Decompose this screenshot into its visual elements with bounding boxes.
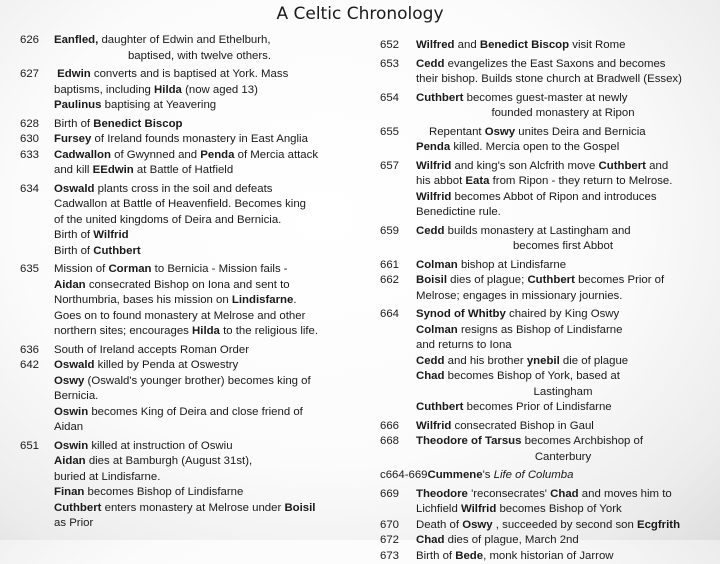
entry-year xyxy=(20,49,54,65)
entry-text: their bishop. Builds stone church at Bradwell (Essex) xyxy=(416,72,710,88)
entry-text: Chad dies of plague, March 2nd xyxy=(416,533,710,549)
entry-year: 672 xyxy=(380,533,416,549)
entry-text: of the united kingdoms of Deira and Bernicia. xyxy=(54,213,345,229)
chronology-entry xyxy=(380,273,710,289)
entry-year: 662 xyxy=(380,273,416,289)
entry-year: 652 xyxy=(380,38,416,54)
chronology-entry xyxy=(20,516,345,532)
chronology-entry xyxy=(380,205,710,221)
chronology-entry xyxy=(20,501,345,517)
chronology-entry xyxy=(380,258,710,274)
entry-text: Penda killed. Mercia open to the Gospel xyxy=(416,140,710,156)
entry-year xyxy=(380,239,416,255)
entry-year xyxy=(20,374,54,390)
entry-text: Synod of Whitby chaired by King Oswy xyxy=(416,307,710,323)
chronology-entry xyxy=(380,38,710,54)
entry-text: Oswald killed by Penda at Oswestry xyxy=(54,358,345,374)
entry-text: Lastingham xyxy=(416,385,710,401)
chronology-entry xyxy=(380,502,710,518)
chronology-entry xyxy=(20,117,345,133)
entry-year: 659 xyxy=(380,224,416,240)
entry-text: Paulinus baptising at Yeavering xyxy=(54,98,345,114)
entry-year: 655 xyxy=(380,125,416,141)
chronology-entry xyxy=(20,374,345,390)
entry-year xyxy=(20,501,54,517)
chronology-entry xyxy=(20,98,345,114)
entry-text: baptised, with twelve others. xyxy=(54,49,345,65)
chronology-entry xyxy=(380,354,710,370)
entry-text: Wilfrid and king's son Alcfrith move Cuthbert and xyxy=(416,159,710,175)
chronology-entry xyxy=(380,224,710,240)
entry-text: Colman resigns as Bishop of Lindisfarne xyxy=(416,323,710,339)
entry-text: Cadwallon at Battle of Heavenfield. Becomes king xyxy=(54,197,345,213)
chronology-entry xyxy=(380,106,710,122)
entry-year: 628 xyxy=(20,117,54,133)
entry-year: 661 xyxy=(380,258,416,274)
entry-year xyxy=(380,354,416,370)
chronology-entry xyxy=(20,213,345,229)
chronology-entry xyxy=(380,125,710,141)
chronology-entry xyxy=(20,33,345,49)
entry-year: 626 xyxy=(20,33,54,49)
entry-year xyxy=(380,72,416,88)
chronology-entry xyxy=(20,470,345,486)
chronology-entry xyxy=(20,132,345,148)
chronology-entry xyxy=(20,148,345,164)
entry-year xyxy=(20,163,54,179)
entry-text: Aidan dies at Bamburgh (August 31st), xyxy=(54,454,345,470)
chronology-entry xyxy=(20,454,345,470)
entry-year xyxy=(380,106,416,122)
entry-text: Boisil dies of plague; Cuthbert becomes Prior of xyxy=(416,273,710,289)
entry-year xyxy=(380,385,416,401)
entry-text: Aidan consecrated Bishop on Iona and sent to xyxy=(54,278,345,294)
entry-year: 666 xyxy=(380,419,416,435)
entry-text: Death of Oswy , succeeded by second son Ecgfrith xyxy=(416,518,710,534)
entry-text: and kill EEdwin at Battle of Hatfield xyxy=(54,163,345,179)
entry-year xyxy=(380,323,416,339)
entry-year: 670 xyxy=(380,518,416,534)
entry-year: 636 xyxy=(20,343,54,359)
entry-year: 627 xyxy=(20,67,54,83)
chronology-entry xyxy=(380,419,710,435)
entry-year: 634 xyxy=(20,182,54,198)
entry-text: Wilfrid consecrated Bishop in Gaul xyxy=(416,419,710,435)
chronology-entry xyxy=(20,244,345,260)
entry-text: Oswy (Oswald's younger brother) becomes king of xyxy=(54,374,345,390)
entry-year: 669 xyxy=(380,487,416,503)
entry-year xyxy=(380,338,416,354)
entry-year xyxy=(380,190,416,206)
entry-year xyxy=(20,485,54,501)
chronology-entry xyxy=(20,324,345,340)
entry-year xyxy=(20,516,54,532)
entry-year xyxy=(380,140,416,156)
chronology-entry xyxy=(380,307,710,323)
entry-text: Cedd evangelizes the East Saxons and becomes xyxy=(416,57,710,73)
chronology-entry xyxy=(380,174,710,190)
chronology-right-column xyxy=(380,38,710,564)
entry-year: 673 xyxy=(380,549,416,564)
entry-text: Cedd builds monastery at Lastingham and xyxy=(416,224,710,240)
entry-year xyxy=(20,389,54,405)
entry-text: Edwin converts and is baptised at York. Mass xyxy=(54,67,345,83)
entry-text: Bernicia. xyxy=(54,389,345,405)
page-title: A Celtic Chronology xyxy=(0,4,720,24)
chronology-entry xyxy=(380,533,710,549)
entry-text: Cuthbert becomes guest-master at newly xyxy=(416,91,710,107)
chronology-entry xyxy=(380,549,710,564)
entry-year: 653 xyxy=(380,57,416,73)
entry-year: 651 xyxy=(20,439,54,455)
entry-year: 642 xyxy=(20,358,54,374)
chronology-entry xyxy=(380,239,710,255)
chronology-entry xyxy=(20,278,345,294)
entry-year: 654 xyxy=(380,91,416,107)
chronology-left-column xyxy=(20,33,345,532)
entry-text: Cuthbert becomes Prior of Lindisfarne xyxy=(416,400,710,416)
entry-text: his abbot Eata from Ripon - they return to Melrose. xyxy=(416,174,710,190)
chronology-entry xyxy=(380,518,710,534)
entry-text: Lichfield Wilfrid becomes Bishop of York xyxy=(416,502,710,518)
entry-text: Birth of Benedict Biscop xyxy=(54,117,345,133)
chronology-entry xyxy=(380,57,710,73)
chronology-entry xyxy=(380,468,710,484)
chronology-entry xyxy=(380,289,710,305)
chronology-entry xyxy=(20,405,345,421)
entry-text: founded monastery at Ripon xyxy=(416,106,710,122)
chronology-entry xyxy=(20,309,345,325)
chronology-entry xyxy=(20,358,345,374)
entry-text: Wilfrid becomes Abbot of Ripon and introduces xyxy=(416,190,710,206)
chronology-entry xyxy=(20,83,345,99)
chronology-entry xyxy=(380,190,710,206)
chronology-entry xyxy=(380,338,710,354)
entry-text: Oswald plants cross in the soil and defeats xyxy=(54,182,345,198)
chronology-entry xyxy=(380,434,710,450)
chronology-entry xyxy=(380,385,710,401)
entry-year: 657 xyxy=(380,159,416,175)
chronology-entry xyxy=(20,262,345,278)
entry-text: Birth of Bede, monk historian of Jarrow xyxy=(416,549,710,564)
entry-year xyxy=(380,369,416,385)
chronology-entry xyxy=(20,228,345,244)
chronology-entry xyxy=(20,439,345,455)
chronology-entry xyxy=(20,197,345,213)
entry-text: Birth of Wilfrid xyxy=(54,228,345,244)
entry-year xyxy=(20,278,54,294)
chronology-entry xyxy=(380,487,710,503)
chronology-entry xyxy=(380,400,710,416)
entry-text: Mission of Corman to Bernicia - Mission fails - xyxy=(54,262,345,278)
chronology-entry xyxy=(380,450,710,466)
entry-text: Cummene's Life of Columba xyxy=(428,468,711,484)
entry-text: Cadwallon of Gwynned and Penda of Mercia attack xyxy=(54,148,345,164)
entry-year xyxy=(20,98,54,114)
entry-text: baptisms, including Hilda (now aged 13) xyxy=(54,83,345,99)
entry-year xyxy=(380,502,416,518)
entry-year xyxy=(20,405,54,421)
entry-year xyxy=(380,400,416,416)
entry-year xyxy=(20,213,54,229)
chronology-entry xyxy=(20,163,345,179)
entry-text: Theodore of Tarsus becomes Archbishop of xyxy=(416,434,710,450)
entry-text: becomes first Abbot xyxy=(416,239,710,255)
entry-text: Cuthbert enters monastery at Melrose under Boisil xyxy=(54,501,345,517)
chronology-entry xyxy=(20,420,345,436)
entry-text: Oswin becomes King of Deira and close friend of xyxy=(54,405,345,421)
entry-year xyxy=(20,83,54,99)
entry-text: South of Ireland accepts Roman Order xyxy=(54,343,345,359)
entry-text: Northumbria, bases his mission on Lindisfarne. xyxy=(54,293,345,309)
entry-year: 630 xyxy=(20,132,54,148)
entry-text: Eanfled, daughter of Edwin and Ethelburh, xyxy=(54,33,345,49)
chronology-entry xyxy=(20,182,345,198)
entry-year xyxy=(20,324,54,340)
entry-year: 635 xyxy=(20,262,54,278)
entry-text: Canterbury xyxy=(416,450,710,466)
entry-text: Fursey of Ireland founds monastery in East Anglia xyxy=(54,132,345,148)
chronology-entry xyxy=(20,343,345,359)
entry-year xyxy=(20,244,54,260)
entry-text: Cedd and his brother ynebil die of plague xyxy=(416,354,710,370)
entry-year xyxy=(20,197,54,213)
entry-text: Wilfred and Benedict Biscop visit Rome xyxy=(416,38,710,54)
chronology-entry xyxy=(20,485,345,501)
entry-year: 633 xyxy=(20,148,54,164)
entry-text: Goes on to found monastery at Melrose and other xyxy=(54,309,345,325)
entry-text: buried at Lindisfarne. xyxy=(54,470,345,486)
entry-text: and returns to Iona xyxy=(416,338,710,354)
entry-year xyxy=(380,289,416,305)
entry-year xyxy=(20,454,54,470)
entry-year xyxy=(380,174,416,190)
entry-text: as Prior xyxy=(54,516,345,532)
entry-text: Melrose; engages in missionary journies. xyxy=(416,289,710,305)
entry-year: 664 xyxy=(380,307,416,323)
chronology-entry xyxy=(380,159,710,175)
chronology-entry xyxy=(380,140,710,156)
chronology-entry xyxy=(20,389,345,405)
entry-year xyxy=(380,450,416,466)
entry-year: c664-669 xyxy=(380,468,428,484)
entry-text: Benedictine rule. xyxy=(416,205,710,221)
chronology-entry xyxy=(380,323,710,339)
entry-text: Finan becomes Bishop of Lindisfarne xyxy=(54,485,345,501)
entry-year xyxy=(20,470,54,486)
entry-year xyxy=(380,205,416,221)
chronology-entry xyxy=(20,49,345,65)
entry-text: northern sites; encourages Hilda to the religious life. xyxy=(54,324,345,340)
entry-year xyxy=(20,293,54,309)
entry-year: 668 xyxy=(380,434,416,450)
entry-text: Colman bishop at Lindisfarne xyxy=(416,258,710,274)
entry-text: Theodore 'reconsecrates' Chad and moves him to xyxy=(416,487,710,503)
entry-year xyxy=(20,420,54,436)
entry-text: Oswin killed at instruction of Oswiu xyxy=(54,439,345,455)
entry-text: Chad becomes Bishop of York, based at xyxy=(416,369,710,385)
entry-text: Repentant Oswy unites Deira and Bernicia xyxy=(416,125,710,141)
chronology-entry xyxy=(380,369,710,385)
entry-text: Birth of Cuthbert xyxy=(54,244,345,260)
entry-year xyxy=(20,228,54,244)
entry-year xyxy=(20,309,54,325)
chronology-entry xyxy=(380,91,710,107)
chronology-entry xyxy=(20,293,345,309)
chronology-entry xyxy=(20,67,345,83)
chronology-entry xyxy=(380,72,710,88)
entry-text: Aidan xyxy=(54,420,345,436)
